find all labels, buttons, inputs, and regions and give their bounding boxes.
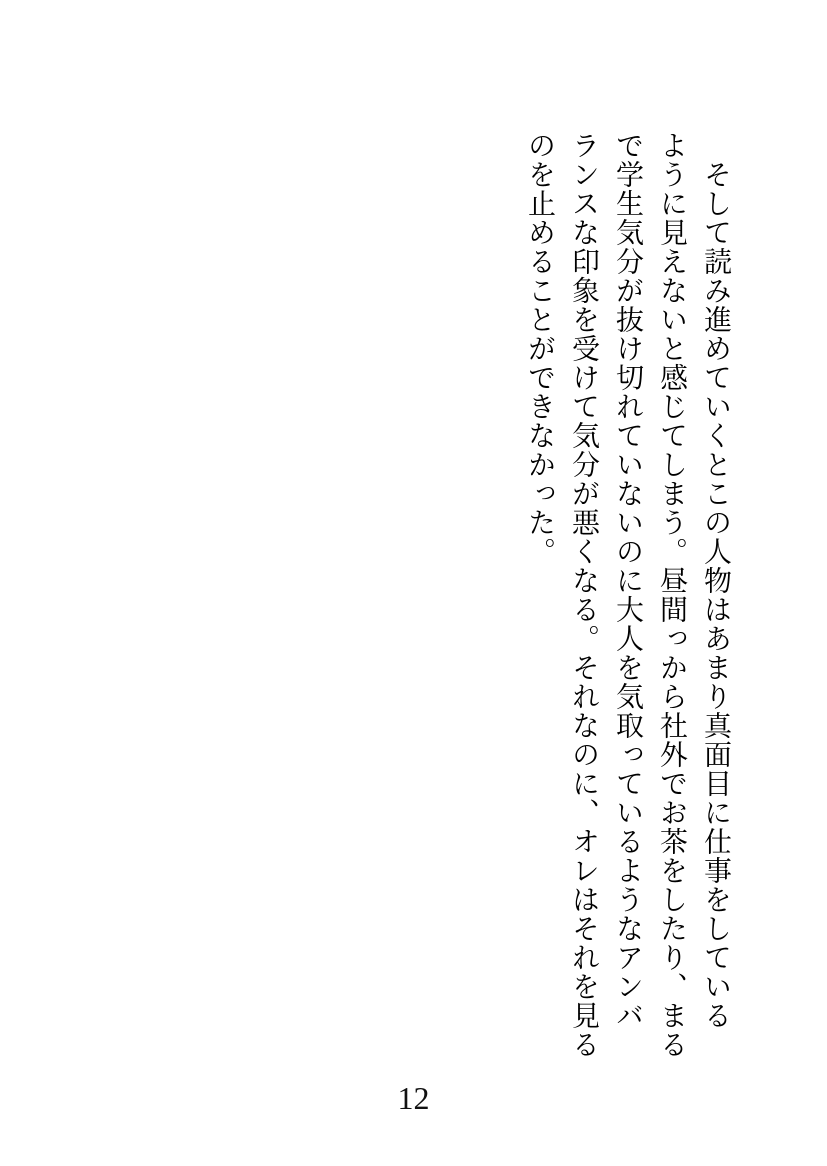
text-column-5: のを止めることができなかった。 xyxy=(524,131,555,566)
text-column-1: そして読み進めていくとこの人物はあまり真面目に仕事をしている xyxy=(700,131,731,1030)
text-column-3: で学生気分が抜け切れていないのに大人を気取っているようなアンバ xyxy=(612,131,643,1030)
text-column-2: ように見えないと感じてしまう。昼間っから社外でお茶をしたり、まる xyxy=(656,131,687,1059)
vertical-text-block xyxy=(517,131,737,1057)
page-number: 12 xyxy=(397,1080,430,1116)
text-column-4: ランスな印象を受けて気分が悪くなる。それなのに、オレはそれを見る xyxy=(568,131,599,1059)
